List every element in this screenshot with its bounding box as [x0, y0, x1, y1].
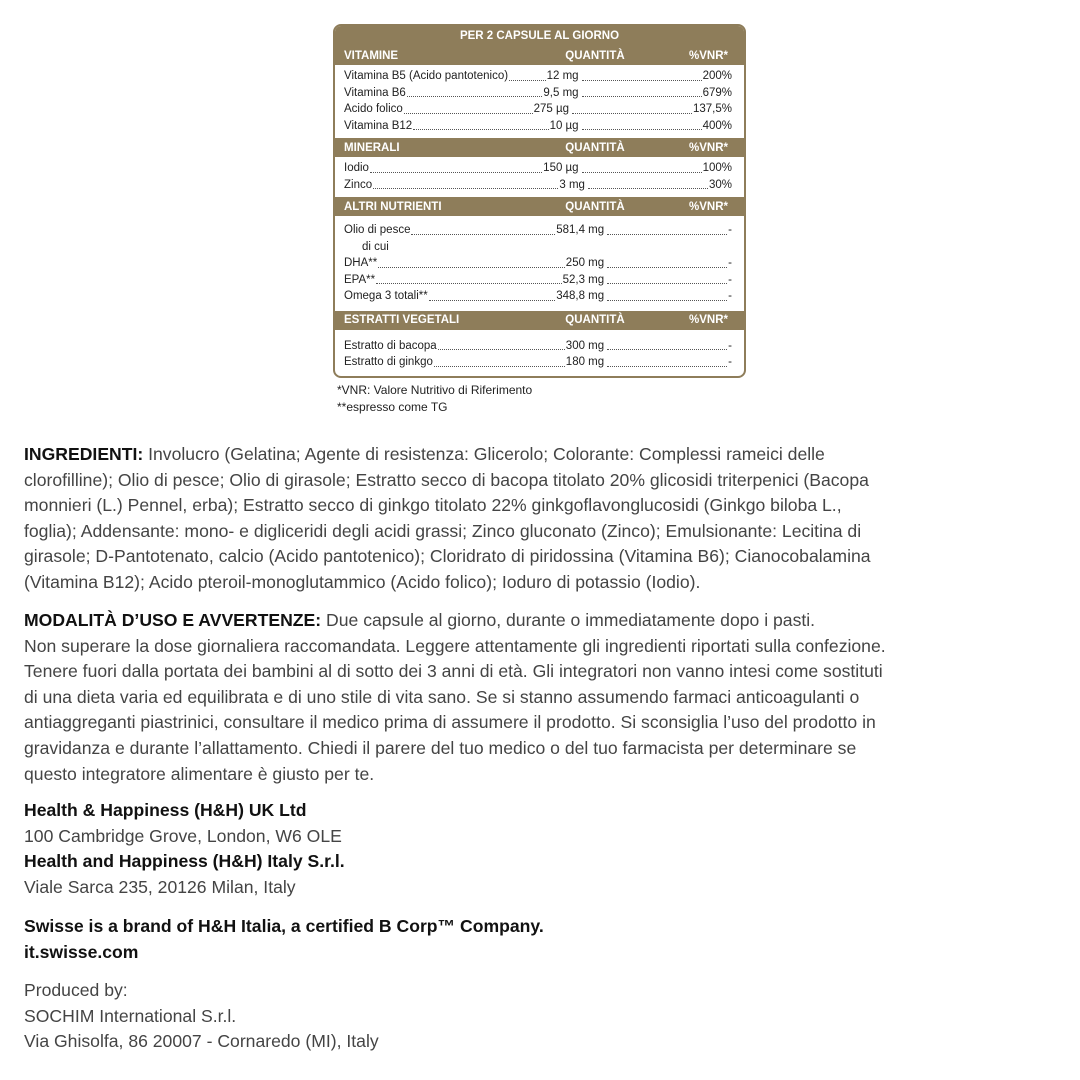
nutrient-quantity: 581,4 mg	[556, 224, 605, 236]
nutrient-name: Vitamina B5 (Acido pantotenico)	[344, 70, 509, 82]
table-row	[344, 288, 732, 305]
text-line: (Vitamina B12); Acido pteroil-monoglutammico (Acido folico); Ioduro di potassio (Iodio).	[24, 571, 701, 592]
section-body-altri-nutrienti	[335, 216, 744, 311]
dot-leader	[607, 267, 727, 268]
dot-leader	[582, 96, 702, 97]
nutrient-vnr: -	[728, 273, 732, 286]
text-line	[24, 442, 1064, 468]
brand-statement: Swisse is a brand of H&H Italia, a certified B Corp™ Company.	[24, 916, 544, 936]
nutrient-name: Olio di pesce	[344, 224, 411, 236]
section-header-minerali	[335, 138, 744, 157]
nutrient-vnr: 679%	[702, 86, 732, 99]
nutrient-name: Omega 3 totali**	[344, 290, 428, 302]
dot-leader	[413, 129, 548, 130]
section-header-altri-nutrienti	[335, 197, 744, 216]
company-address: Viale Sarca 235, 20126 Milan, Italy	[24, 876, 296, 897]
column-vnr-label: %VNR*	[689, 200, 728, 213]
text-line: di una dieta varia ed equilibrata e di uno stile di vita sano. Se si stanno assumendo farmaci anticoagulanti o	[24, 686, 860, 707]
nutrient-quantity: 3 mg	[559, 178, 585, 191]
company-name: Health and Happiness (H&H) Italy S.r.l.	[24, 851, 345, 872]
text-line: girasole; D-Pantotenato, calcio (Acido pantotenico); Cloridrato di piridossina (Vitamina B6); Cianocobalamina	[24, 546, 871, 567]
dot-leader	[509, 80, 546, 81]
dot-leader	[607, 349, 727, 350]
nutrient-name: Zinco	[344, 178, 373, 191]
nutrient-vnr: -	[728, 224, 732, 236]
column-vnr-label: %VNR*	[689, 49, 728, 62]
producer-block	[24, 978, 1064, 1055]
company-name: Health & Happiness (H&H) UK Ltd	[24, 800, 307, 820]
column-quantity-label: QUANTITÀ	[565, 141, 625, 154]
text-line: Tenere fuori dalla portata dei bambini al di sotto dei 3 anni di età. Gli integratori non vanno intesi come sostituti	[24, 661, 883, 682]
table-row	[344, 272, 732, 289]
section-title: MINERALI	[344, 141, 400, 154]
section-title: ALTRI NUTRIENTI	[344, 200, 442, 213]
nutrition-table	[333, 24, 746, 378]
dot-leader	[607, 283, 727, 284]
text-line: monnieri (L.) Pennel, erba); Estratto secco di ginkgo titolato 22% ginkgoflavonglucosidi (Ginkgo biloba L.,	[24, 495, 842, 516]
footnote-vnr: *VNR: Valore Nutritivo di Riferimento	[337, 383, 533, 397]
table-row	[344, 68, 732, 85]
nutrient-vnr: -	[728, 290, 732, 302]
nutrient-vnr: -	[728, 356, 732, 368]
text-line: antiaggreganti piastrinici, consultare il medico prima di assumere il prodotto. Si sconsiglia l’uso del prodotto in	[24, 712, 876, 733]
column-quantity-label: QUANTITÀ	[565, 200, 625, 213]
ingredients-paragraph	[24, 442, 1064, 596]
ingredients-label: INGREDIENTI:	[24, 444, 144, 464]
table-row	[344, 222, 732, 239]
text-line	[24, 608, 1064, 634]
nutrient-quantity: 275 µg	[533, 103, 569, 115]
nutrient-quantity: 52,3 mg	[562, 273, 605, 286]
usage-paragraph	[24, 608, 1064, 787]
dot-leader	[434, 366, 565, 367]
nutrient-name: Vitamina B12	[344, 119, 413, 132]
footnote-tg: **espresso come TG	[337, 400, 448, 414]
section-body-minerali	[335, 157, 744, 197]
nutrient-name: EPA**	[344, 273, 376, 286]
producer-name: SOCHIM International S.r.l.	[24, 1005, 237, 1026]
dot-leader	[407, 96, 543, 97]
nutrient-name: Vitamina B6	[344, 86, 406, 99]
section-header-vitamine	[335, 46, 744, 65]
table-row	[344, 85, 732, 102]
dot-leader	[438, 349, 565, 350]
table-row	[344, 255, 732, 272]
nutrient-vnr: 137,5%	[692, 103, 732, 115]
column-vnr-label: %VNR*	[689, 141, 728, 154]
nutrient-name: Acido folico	[344, 103, 403, 115]
nutrient-quantity: 300 mg	[565, 339, 605, 352]
table-row	[344, 354, 732, 371]
table-header-title: PER 2 CAPSULE AL GIORNO	[459, 30, 620, 42]
nutrient-quantity: 250 mg	[565, 257, 605, 269]
dot-leader	[404, 113, 533, 114]
table-row	[344, 177, 732, 194]
brand-website[interactable]: it.swisse.com	[24, 941, 139, 962]
dot-leader	[429, 300, 555, 301]
dot-leader	[582, 129, 702, 130]
nutrient-name: DHA**	[344, 257, 378, 269]
usage-label: MODALITÀ D’USO E AVVERTENZE:	[24, 610, 322, 630]
nutrient-quantity: 348,8 mg	[556, 290, 605, 302]
company-block	[24, 798, 1064, 900]
table-header-band	[335, 26, 744, 46]
dot-leader	[370, 172, 542, 173]
nutrient-name: Estratto di bacopa	[344, 339, 437, 352]
table-row	[344, 338, 732, 355]
nutrient-name: di cui	[362, 240, 389, 253]
text-line: Non superare la dose giornaliera raccomandata. Leggere attentamente gli ingredienti riportati sulla confezione.	[24, 635, 886, 656]
dot-leader	[582, 80, 702, 81]
dot-leader	[607, 234, 727, 235]
section-body-estratti-vegetali	[335, 330, 744, 376]
producer-label: Produced by:	[24, 980, 128, 1000]
nutrient-vnr: 400%	[702, 119, 732, 132]
table-row	[344, 160, 732, 177]
nutrient-quantity: 10 µg	[549, 119, 579, 132]
nutrient-quantity: 150 µg	[543, 162, 579, 174]
table-row	[344, 118, 732, 135]
column-quantity-label: QUANTITÀ	[565, 49, 625, 62]
nutrient-vnr: -	[728, 257, 732, 269]
section-title: VITAMINE	[344, 49, 399, 62]
nutrient-name: Iodio	[344, 162, 369, 174]
brand-block	[24, 914, 1064, 965]
ingredients-text: Involucro (Gelatina; Agente di resistenza: Glicerolo; Colorante: Complessi rameici delle	[143, 444, 825, 464]
dot-leader	[411, 234, 555, 235]
nutrient-vnr: -	[728, 339, 732, 352]
column-vnr-label: %VNR*	[689, 314, 728, 326]
nutrient-vnr: 200%	[702, 70, 732, 82]
nutrient-vnr: 100%	[702, 162, 732, 174]
text-line: clorofilline); Olio di pesce; Olio di girasole; Estratto secco di bacopa titolato 20% glicosidi triterpenici (Bacopa	[24, 469, 869, 490]
dot-leader	[582, 172, 702, 173]
dot-leader	[607, 300, 727, 301]
dot-leader	[588, 188, 708, 189]
table-footnotes	[337, 382, 532, 416]
dot-leader	[373, 188, 558, 189]
nutrient-vnr: 30%	[708, 178, 732, 191]
text-line: questo integratore alimentare è giusto per te.	[24, 763, 375, 784]
section-body-vitamine	[335, 65, 744, 138]
text-line: gravidanza e durante l’allattamento. Chiedi il parere del tuo medico o del tuo farmacista per determinare se	[24, 737, 857, 758]
table-row	[344, 239, 732, 256]
usage-text: Due capsule al giorno, durante o immediatamente dopo i pasti.	[321, 610, 816, 630]
company-address: 100 Cambridge Grove, London, W6 OLE	[24, 825, 342, 846]
nutrient-name: Estratto di ginkgo	[344, 356, 433, 368]
section-title: ESTRATTI VEGETALI	[344, 314, 460, 326]
dot-leader	[572, 113, 692, 114]
table-row	[344, 101, 732, 118]
dot-leader	[376, 283, 561, 284]
column-quantity-label: QUANTITÀ	[565, 314, 625, 326]
producer-address: Via Ghisolfa, 86 20007 - Cornaredo (MI), Italy	[24, 1031, 379, 1052]
nutrient-quantity: 180 mg	[565, 356, 605, 368]
nutrient-quantity: 9,5 mg	[543, 86, 579, 99]
dot-leader	[378, 267, 565, 268]
section-header-estratti-vegetali	[335, 311, 744, 330]
nutrient-quantity: 12 mg	[546, 70, 579, 82]
dot-leader	[607, 366, 727, 367]
text-line: foglia); Addensante: mono- e digliceridi degli acidi grassi; Zinco gluconato (Zinco); Emulsionante: Lecitina di	[24, 520, 862, 541]
